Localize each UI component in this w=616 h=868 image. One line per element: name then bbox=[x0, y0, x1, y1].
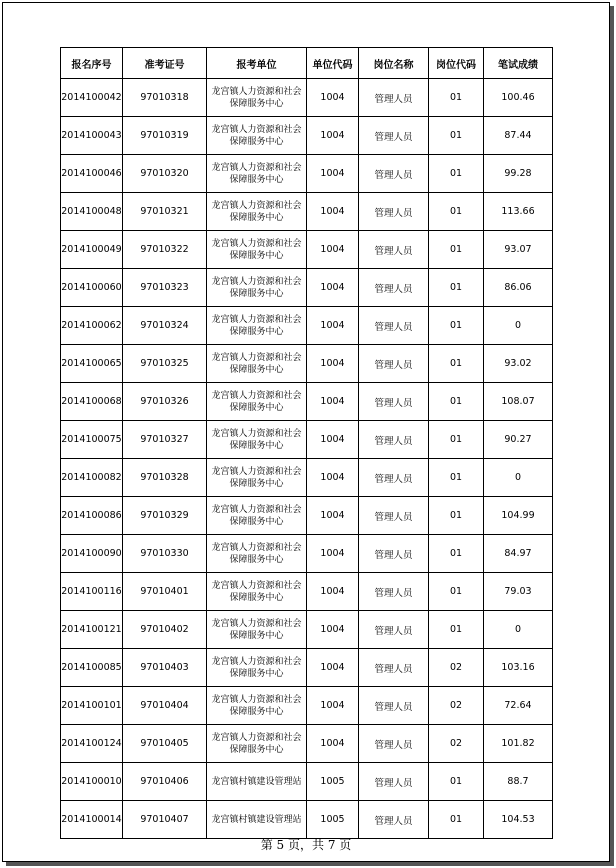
position-name-cell: 管理人员 bbox=[359, 117, 429, 155]
applied-unit-cell: 龙宫镇村镇建设管理站 bbox=[207, 763, 307, 801]
unit-code-cell: 1004 bbox=[307, 193, 359, 231]
registration-number-cell: 2014100124 bbox=[61, 725, 123, 763]
registration-number-cell: 2014100116 bbox=[61, 573, 123, 611]
table-row bbox=[61, 763, 553, 801]
unit-code-cell: 1004 bbox=[307, 421, 359, 459]
unit-code-cell: 1005 bbox=[307, 801, 359, 839]
applied-unit-cell: 龙宫镇人力资源和社会保障服务中心 bbox=[207, 345, 307, 383]
applied-unit-cell: 龙宫镇人力资源和社会保障服务中心 bbox=[207, 649, 307, 687]
table-row bbox=[61, 687, 553, 725]
position-name-cell: 管理人员 bbox=[359, 725, 429, 763]
applied-unit-cell: 龙宫镇人力资源和社会保障服务中心 bbox=[207, 421, 307, 459]
written-score-cell: 101.82 bbox=[484, 725, 553, 763]
table-row bbox=[61, 269, 553, 307]
position-code-cell: 01 bbox=[429, 459, 484, 497]
unit-code-cell: 1004 bbox=[307, 535, 359, 573]
registration-number-cell: 2014100090 bbox=[61, 535, 123, 573]
admission-ticket-cell: 97010401 bbox=[123, 573, 207, 611]
unit-code-cell: 1004 bbox=[307, 307, 359, 345]
position-name-cell: 管理人员 bbox=[359, 421, 429, 459]
position-name-cell: 管理人员 bbox=[359, 687, 429, 725]
table-row bbox=[61, 459, 553, 497]
position-name-cell: 管理人员 bbox=[359, 307, 429, 345]
position-code-cell: 01 bbox=[429, 573, 484, 611]
registration-number-cell: 2014100086 bbox=[61, 497, 123, 535]
position-code-cell: 01 bbox=[429, 421, 484, 459]
position-name-cell: 管理人员 bbox=[359, 649, 429, 687]
written-score-cell: 0 bbox=[484, 459, 553, 497]
written-score-cell: 100.46 bbox=[484, 79, 553, 117]
admission-ticket-cell: 97010328 bbox=[123, 459, 207, 497]
position-code-cell: 01 bbox=[429, 535, 484, 573]
unit-code-cell: 1004 bbox=[307, 573, 359, 611]
applied-unit-cell: 龙宫镇人力资源和社会保障服务中心 bbox=[207, 497, 307, 535]
registration-number-cell: 2014100065 bbox=[61, 345, 123, 383]
header-position-code: 岗位代码 bbox=[429, 48, 484, 79]
position-code-cell: 01 bbox=[429, 117, 484, 155]
admission-ticket-cell: 97010321 bbox=[123, 193, 207, 231]
unit-code-cell: 1004 bbox=[307, 611, 359, 649]
position-name-cell: 管理人员 bbox=[359, 611, 429, 649]
applied-unit-cell: 龙宫镇人力资源和社会保障服务中心 bbox=[207, 231, 307, 269]
unit-code-cell: 1004 bbox=[307, 649, 359, 687]
unit-code-cell: 1004 bbox=[307, 383, 359, 421]
written-score-cell: 88.7 bbox=[484, 763, 553, 801]
written-score-cell: 84.97 bbox=[484, 535, 553, 573]
written-score-cell: 79.03 bbox=[484, 573, 553, 611]
header-registration-number: 报名序号 bbox=[61, 48, 123, 79]
admission-ticket-cell: 97010407 bbox=[123, 801, 207, 839]
position-code-cell: 01 bbox=[429, 497, 484, 535]
unit-code-cell: 1004 bbox=[307, 497, 359, 535]
position-code-cell: 01 bbox=[429, 269, 484, 307]
applied-unit-cell: 龙宫镇人力资源和社会保障服务中心 bbox=[207, 79, 307, 117]
registration-number-cell: 2014100062 bbox=[61, 307, 123, 345]
admission-ticket-cell: 97010327 bbox=[123, 421, 207, 459]
registration-number-cell: 2014100043 bbox=[61, 117, 123, 155]
table-header-row bbox=[61, 48, 553, 79]
position-name-cell: 管理人员 bbox=[359, 459, 429, 497]
admission-ticket-cell: 97010402 bbox=[123, 611, 207, 649]
header-unit-code: 单位代码 bbox=[307, 48, 359, 79]
table-row bbox=[61, 231, 553, 269]
registration-number-cell: 2014100068 bbox=[61, 383, 123, 421]
header-applied-unit: 报考单位 bbox=[207, 48, 307, 79]
unit-code-cell: 1004 bbox=[307, 155, 359, 193]
unit-code-cell: 1004 bbox=[307, 79, 359, 117]
position-code-cell: 01 bbox=[429, 155, 484, 193]
position-name-cell: 管理人员 bbox=[359, 345, 429, 383]
registration-number-cell: 2014100048 bbox=[61, 193, 123, 231]
position-name-cell: 管理人员 bbox=[359, 535, 429, 573]
written-score-cell: 86.06 bbox=[484, 269, 553, 307]
admission-ticket-cell: 97010405 bbox=[123, 725, 207, 763]
unit-code-cell: 1004 bbox=[307, 269, 359, 307]
written-score-cell: 93.02 bbox=[484, 345, 553, 383]
table-body bbox=[61, 79, 553, 839]
position-code-cell: 01 bbox=[429, 383, 484, 421]
applied-unit-cell: 龙宫镇人力资源和社会保障服务中心 bbox=[207, 725, 307, 763]
table-row bbox=[61, 307, 553, 345]
written-score-cell: 87.44 bbox=[484, 117, 553, 155]
position-code-cell: 02 bbox=[429, 725, 484, 763]
position-name-cell: 管理人员 bbox=[359, 155, 429, 193]
table-row bbox=[61, 497, 553, 535]
applied-unit-cell: 龙宫镇人力资源和社会保障服务中心 bbox=[207, 573, 307, 611]
header-admission-ticket: 准考证号 bbox=[123, 48, 207, 79]
registration-number-cell: 2014100085 bbox=[61, 649, 123, 687]
admission-ticket-cell: 97010329 bbox=[123, 497, 207, 535]
unit-code-cell: 1004 bbox=[307, 725, 359, 763]
unit-code-cell: 1004 bbox=[307, 117, 359, 155]
written-score-cell: 103.16 bbox=[484, 649, 553, 687]
position-name-cell: 管理人员 bbox=[359, 573, 429, 611]
registration-number-cell: 2014100101 bbox=[61, 687, 123, 725]
written-score-cell: 90.27 bbox=[484, 421, 553, 459]
applied-unit-cell: 龙宫镇人力资源和社会保障服务中心 bbox=[207, 687, 307, 725]
admission-ticket-cell: 97010403 bbox=[123, 649, 207, 687]
position-name-cell: 管理人员 bbox=[359, 231, 429, 269]
registration-number-cell: 2014100010 bbox=[61, 763, 123, 801]
written-score-cell: 72.64 bbox=[484, 687, 553, 725]
admission-ticket-cell: 97010324 bbox=[123, 307, 207, 345]
unit-code-cell: 1004 bbox=[307, 231, 359, 269]
applied-unit-cell: 龙宫镇人力资源和社会保障服务中心 bbox=[207, 307, 307, 345]
position-code-cell: 02 bbox=[429, 649, 484, 687]
registration-number-cell: 2014100042 bbox=[61, 79, 123, 117]
score-table bbox=[60, 47, 553, 839]
written-score-cell: 113.66 bbox=[484, 193, 553, 231]
position-name-cell: 管理人员 bbox=[359, 383, 429, 421]
position-code-cell: 01 bbox=[429, 307, 484, 345]
applied-unit-cell: 龙宫镇人力资源和社会保障服务中心 bbox=[207, 611, 307, 649]
position-name-cell: 管理人员 bbox=[359, 193, 429, 231]
position-code-cell: 01 bbox=[429, 79, 484, 117]
admission-ticket-cell: 97010323 bbox=[123, 269, 207, 307]
written-score-cell: 99.28 bbox=[484, 155, 553, 193]
position-code-cell: 02 bbox=[429, 687, 484, 725]
unit-code-cell: 1005 bbox=[307, 763, 359, 801]
position-code-cell: 01 bbox=[429, 801, 484, 839]
position-code-cell: 01 bbox=[429, 345, 484, 383]
table-row bbox=[61, 573, 553, 611]
position-name-cell: 管理人员 bbox=[359, 269, 429, 307]
written-score-cell: 0 bbox=[484, 307, 553, 345]
admission-ticket-cell: 97010320 bbox=[123, 155, 207, 193]
table-row bbox=[61, 117, 553, 155]
applied-unit-cell: 龙宫镇人力资源和社会保障服务中心 bbox=[207, 155, 307, 193]
applied-unit-cell: 龙宫镇人力资源和社会保障服务中心 bbox=[207, 117, 307, 155]
written-score-cell: 0 bbox=[484, 611, 553, 649]
table-row bbox=[61, 611, 553, 649]
table-row bbox=[61, 535, 553, 573]
admission-ticket-cell: 97010406 bbox=[123, 763, 207, 801]
written-score-cell: 108.07 bbox=[484, 383, 553, 421]
written-score-cell: 104.99 bbox=[484, 497, 553, 535]
unit-code-cell: 1004 bbox=[307, 687, 359, 725]
registration-number-cell: 2014100014 bbox=[61, 801, 123, 839]
applied-unit-cell: 龙宫镇人力资源和社会保障服务中心 bbox=[207, 269, 307, 307]
admission-ticket-cell: 97010326 bbox=[123, 383, 207, 421]
admission-ticket-cell: 97010318 bbox=[123, 79, 207, 117]
applied-unit-cell: 龙宫镇人力资源和社会保障服务中心 bbox=[207, 383, 307, 421]
registration-number-cell: 2014100046 bbox=[61, 155, 123, 193]
table-row bbox=[61, 345, 553, 383]
admission-ticket-cell: 97010330 bbox=[123, 535, 207, 573]
table-row bbox=[61, 649, 553, 687]
admission-ticket-cell: 97010325 bbox=[123, 345, 207, 383]
position-code-cell: 01 bbox=[429, 231, 484, 269]
unit-code-cell: 1004 bbox=[307, 345, 359, 383]
table-row bbox=[61, 79, 553, 117]
admission-ticket-cell: 97010404 bbox=[123, 687, 207, 725]
table-row bbox=[61, 383, 553, 421]
position-code-cell: 01 bbox=[429, 611, 484, 649]
registration-number-cell: 2014100049 bbox=[61, 231, 123, 269]
header-position-name: 岗位名称 bbox=[359, 48, 429, 79]
page-number: 第 5 页，共 7 页 bbox=[260, 838, 352, 852]
position-name-cell: 管理人员 bbox=[359, 79, 429, 117]
applied-unit-cell: 龙宫镇人力资源和社会保障服务中心 bbox=[207, 193, 307, 231]
table-row bbox=[61, 193, 553, 231]
header-written-score: 笔试成绩 bbox=[484, 48, 553, 79]
position-code-cell: 01 bbox=[429, 193, 484, 231]
written-score-cell: 104.53 bbox=[484, 801, 553, 839]
table-row bbox=[61, 421, 553, 459]
position-code-cell: 01 bbox=[429, 763, 484, 801]
position-name-cell: 管理人员 bbox=[359, 763, 429, 801]
registration-number-cell: 2014100060 bbox=[61, 269, 123, 307]
written-score-cell: 93.07 bbox=[484, 231, 553, 269]
applied-unit-cell: 龙宫镇人力资源和社会保障服务中心 bbox=[207, 459, 307, 497]
admission-ticket-cell: 97010319 bbox=[123, 117, 207, 155]
registration-number-cell: 2014100121 bbox=[61, 611, 123, 649]
registration-number-cell: 2014100082 bbox=[61, 459, 123, 497]
table-row bbox=[61, 725, 553, 763]
admission-ticket-cell: 97010322 bbox=[123, 231, 207, 269]
unit-code-cell: 1004 bbox=[307, 459, 359, 497]
position-name-cell: 管理人员 bbox=[359, 801, 429, 839]
table-row bbox=[61, 801, 553, 839]
applied-unit-cell: 龙宫镇村镇建设管理站 bbox=[207, 801, 307, 839]
registration-number-cell: 2014100075 bbox=[61, 421, 123, 459]
applied-unit-cell: 龙宫镇人力资源和社会保障服务中心 bbox=[207, 535, 307, 573]
position-name-cell: 管理人员 bbox=[359, 497, 429, 535]
table-row bbox=[61, 155, 553, 193]
